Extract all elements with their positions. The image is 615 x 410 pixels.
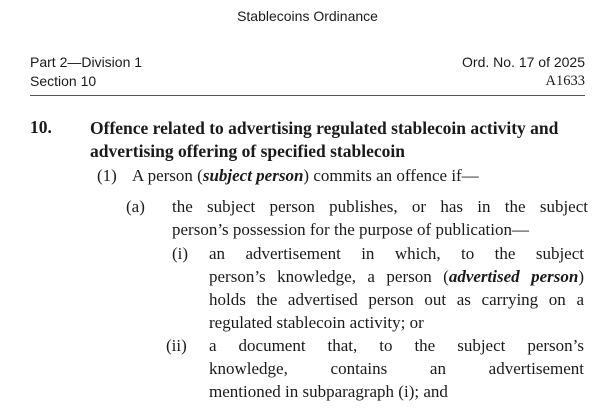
subparagraph-i-line: an advertisement in which, to the subject [209,244,584,263]
paragraph-a-line: the subject person publishes, or has in the subject [172,197,588,216]
defined-term-advertised-person: advertised person [448,267,579,286]
paragraph-a-text [172,195,588,241]
section-heading: Offence related to advertising regulated stablecoin activity and advertising offering of specified stablecoin [90,118,559,161]
subparagraph-ii-label: (ii) [166,336,187,355]
defined-term-subject-person: subject person [202,166,304,185]
subparagraph-i-line [209,265,584,288]
subparagraph-i-label: (i) [172,244,189,263]
subparagraph-i-line2-after: ) [578,267,585,286]
ordinance-number: Ord. No. 17 of 2025 [462,54,585,70]
subparagraph-ii-text [209,334,584,403]
running-title: Stablecoins Ordinance [237,8,378,24]
subsection-text [132,164,588,187]
paragraph-a-label: (a) [126,197,145,216]
section-number: 10. [30,117,52,137]
subparagraph-i-line: holds the advertised person out as carrying on a [209,290,584,309]
subparagraph-i-line2-before: person’s knowledge, a person ( [209,267,449,286]
header-rule [30,95,585,96]
subparagraph-ii-line: a document that, to the subject person’s [209,336,584,355]
section-label: Section 10 [30,73,97,89]
subsection-label: (1) [97,166,117,185]
subparagraph-ii-line: mentioned in subparagraph (i); and [209,382,448,401]
header-right [462,53,585,91]
subparagraph-i-text [209,242,584,334]
subparagraph-ii-line: knowledge, contains an advertisement [209,359,584,378]
part-division-label: Part 2—Division 1 [30,54,143,70]
subsection-text-after: ) commits an offence if— [303,166,479,185]
header-left [30,53,142,91]
paragraph-a-line: person’s possession for the purpose of publication— [172,220,529,239]
page-number: A1633 [545,73,585,89]
subsection-text-before: A person ( [132,166,203,185]
subparagraph-i-line: regulated stablecoin activity; or [209,313,424,332]
